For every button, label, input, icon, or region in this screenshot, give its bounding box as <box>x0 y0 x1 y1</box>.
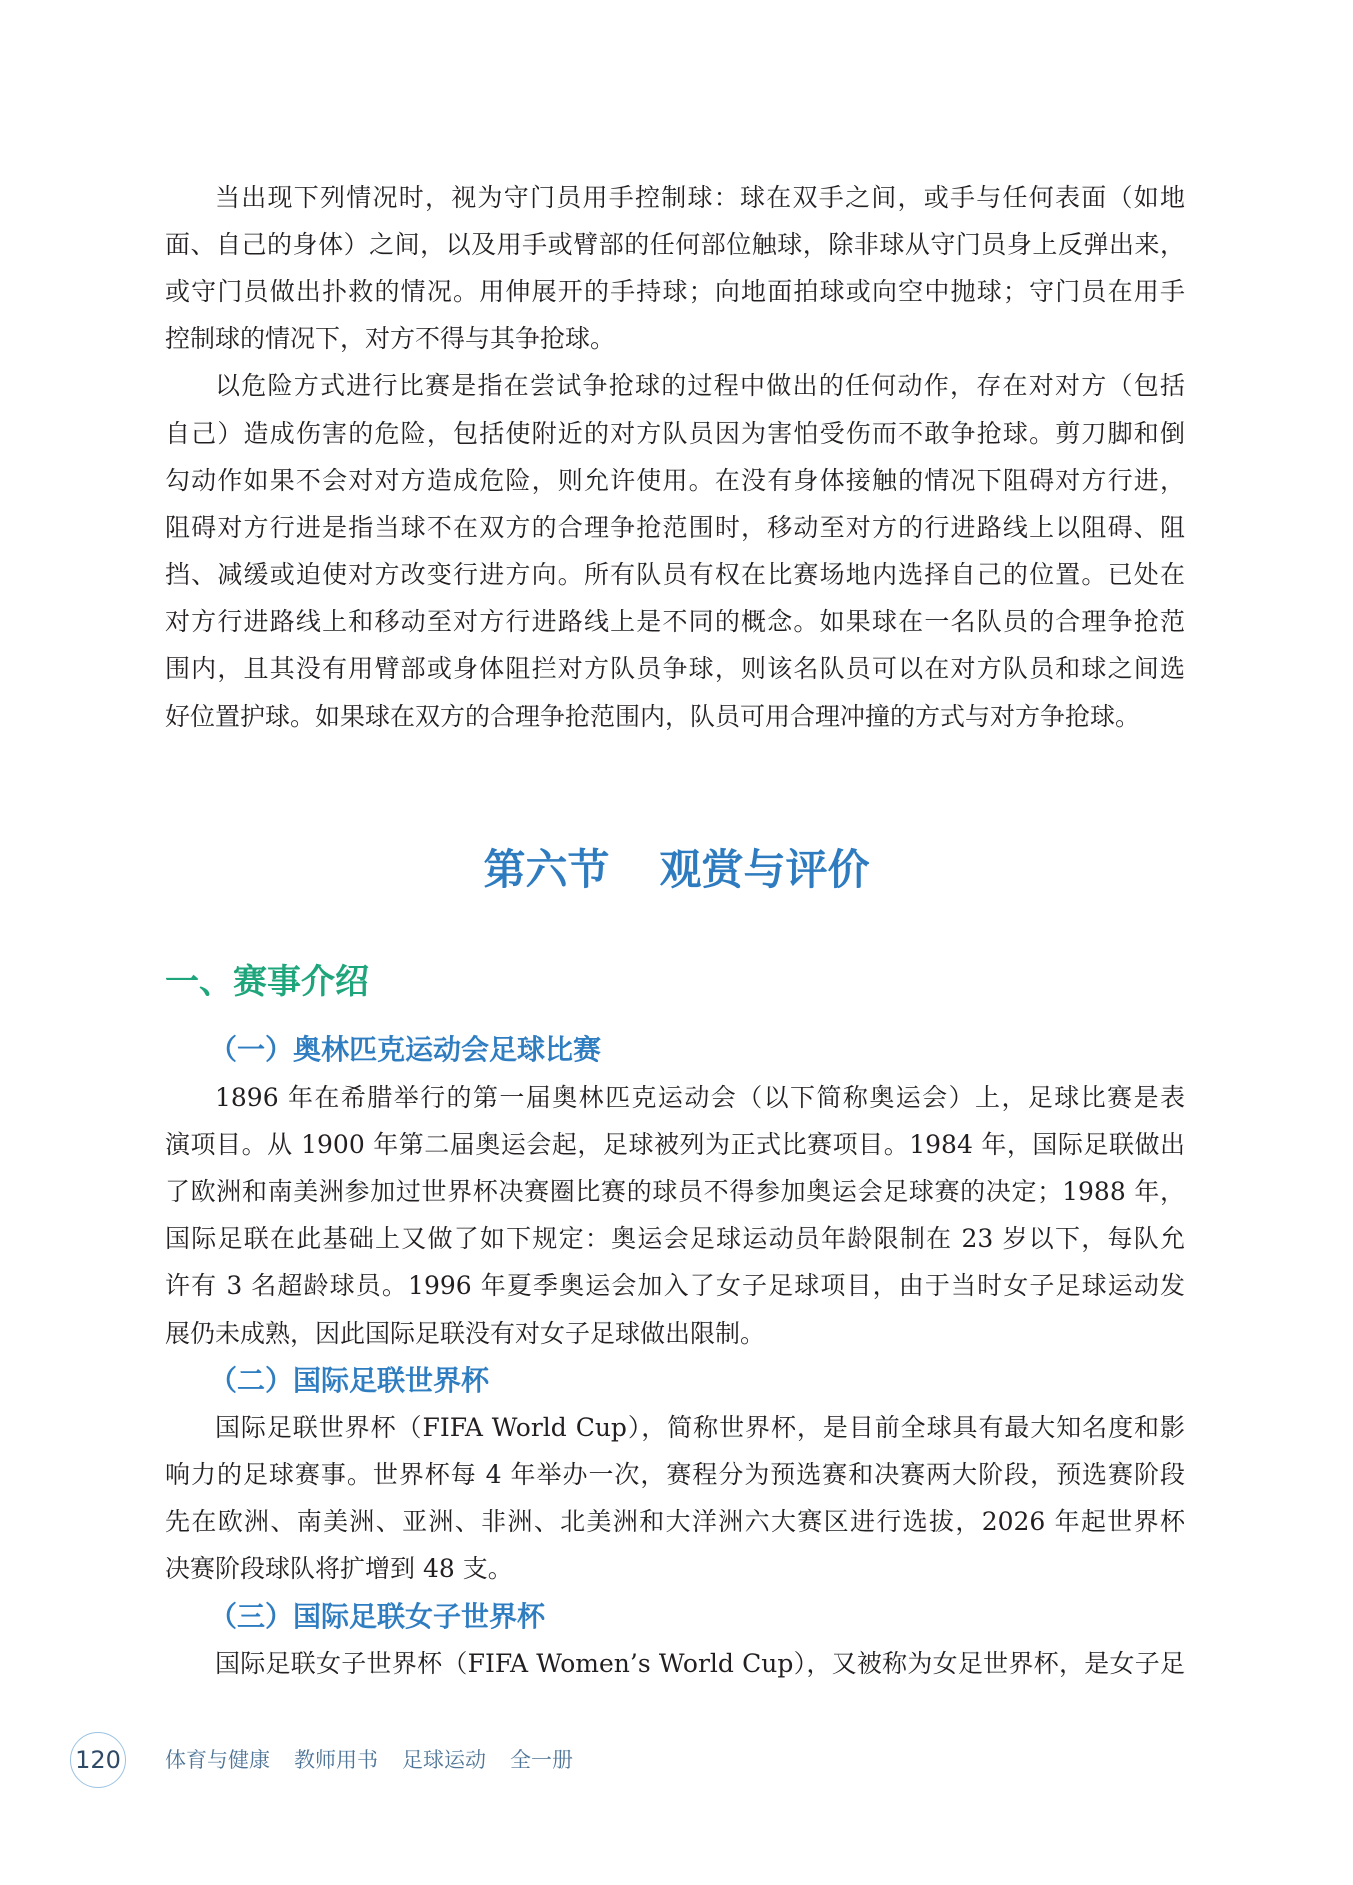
text-line: 许有 3 名超龄球员。1996 年夏季奥运会加入了女子足球项目，由于当时女子足球运动发 <box>165 1271 1185 1301</box>
paragraph-dangerous-play <box>165 362 1185 740</box>
chapter-number: 第六节 <box>483 845 610 894</box>
text-line: 好位置护球。如果球在双方的合理争抢范围内，队员可用合理冲撞的方式与对方争抢球。 <box>165 701 1141 731</box>
text-line: 响力的足球赛事。世界杯每 4 年举办一次，赛程分为预选赛和决赛两大阶段，预选赛阶段 <box>165 1460 1185 1490</box>
section-heading: 一、赛事介绍 <box>165 962 369 1002</box>
text-line: 当出现下列情况时，视为守门员用手控制球：球在双手之间，或手与任何表面（如地 <box>215 182 1185 212</box>
running-title-subject: 足球运动 <box>402 1748 486 1772</box>
text-line: 或守门员做出扑救的情况。用伸展开的手持球；向地面拍球或向空中抛球；守门员在用手 <box>165 276 1185 306</box>
subsection-heading-olympics: （一）奥林匹克运动会足球比赛 <box>209 1033 602 1067</box>
rules-text <box>165 174 1185 740</box>
paragraph-world-cup <box>165 1404 1185 1593</box>
paragraph-goalkeeper-control <box>165 174 1185 363</box>
text-line: 1896 年在希腊举行的第一届奥林匹克运动会（以下简称奥运会）上，足球比赛是表 <box>215 1082 1185 1112</box>
text-line: 国际足联世界杯（FIFA World Cup），简称世界杯，是目前全球具有最大知名度和影 <box>215 1412 1185 1442</box>
text-line: 挡、减缓或迫使对方改变行进方向。所有队员有权在比赛场地内选择自己的位置。已处在 <box>165 560 1185 590</box>
subsection-heading-world-cup: （二）国际足联世界杯 <box>209 1363 490 1397</box>
events-section <box>165 1026 1185 1687</box>
text-line: 了欧洲和南美洲参加过世界杯决赛圈比赛的球员不得参加奥运会足球赛的决定；1988 年， <box>165 1176 1185 1206</box>
text-line: 以危险方式进行比赛是指在尝试争抢球的过程中做出的任何动作，存在对对方（包括 <box>215 371 1185 401</box>
page-number-badge: 120 <box>70 1732 126 1788</box>
text-line: 展仍未成熟，因此国际足联没有对女子足球做出限制。 <box>165 1318 766 1348</box>
text-line: 围内，且其没有用臂部或身体阻拦对方队员争球，则该名队员可以在对方队员和球之间选 <box>165 654 1185 684</box>
text-line: 国际足联女子世界杯（FIFA Women’s World Cup），又被称为女足世界杯，是女子足 <box>215 1648 1185 1678</box>
text-line: 对方行进路线上和移动至对方行进路线上是不同的概念。如果球在一名队员的合理争抢范 <box>165 607 1185 637</box>
chapter-name: 观赏与评价 <box>659 845 870 894</box>
subsection-heading-womens-world-cup: （三）国际足联女子世界杯 <box>209 1599 546 1633</box>
running-title-book: 体育与健康 <box>165 1748 270 1772</box>
text-line: 阻碍对方行进是指当球不在双方的合理争抢范围时，移动至对方的行进路线上以阻碍、阻 <box>165 512 1185 542</box>
paragraph-olympics <box>165 1074 1185 1357</box>
text-line: 控制球的情况下，对方不得与其争抢球。 <box>165 324 616 354</box>
text-line: 演项目。从 1900 年第二届奥运会起，足球被列为正式比赛项目。1984 年，国际足联做出 <box>165 1129 1185 1159</box>
running-title <box>165 1740 573 1780</box>
paragraph-womens-world-cup <box>165 1640 1185 1687</box>
text-line: 自己）造成伤害的危险，包括使附近的对方队员因为害怕受伤而不敢争抢球。剪刀脚和倒 <box>165 418 1185 448</box>
text-line: 决赛阶段球队将扩增到 48 支。 <box>165 1554 513 1584</box>
running-title-edition: 教师用书 <box>294 1748 378 1772</box>
text-line: 国际足联在此基础上又做了如下规定：奥运会足球运动员年龄限制在 23 岁以下，每队允 <box>165 1224 1185 1254</box>
text-line: 勾动作如果不会对对方造成危险，则允许使用。在没有身体接触的情况下阻碍对方行进， <box>165 465 1185 495</box>
running-title-volume: 全一册 <box>510 1748 573 1772</box>
text-line: 先在欧洲、南美洲、亚洲、非洲、北美洲和大洋洲六大赛区进行选拔，2026 年起世界杯 <box>165 1507 1185 1537</box>
chapter-title <box>0 840 1353 900</box>
text-line: 面、自己的身体）之间，以及用手或臂部的任何部位触球，除非球从守门员身上反弹出来， <box>165 229 1185 259</box>
